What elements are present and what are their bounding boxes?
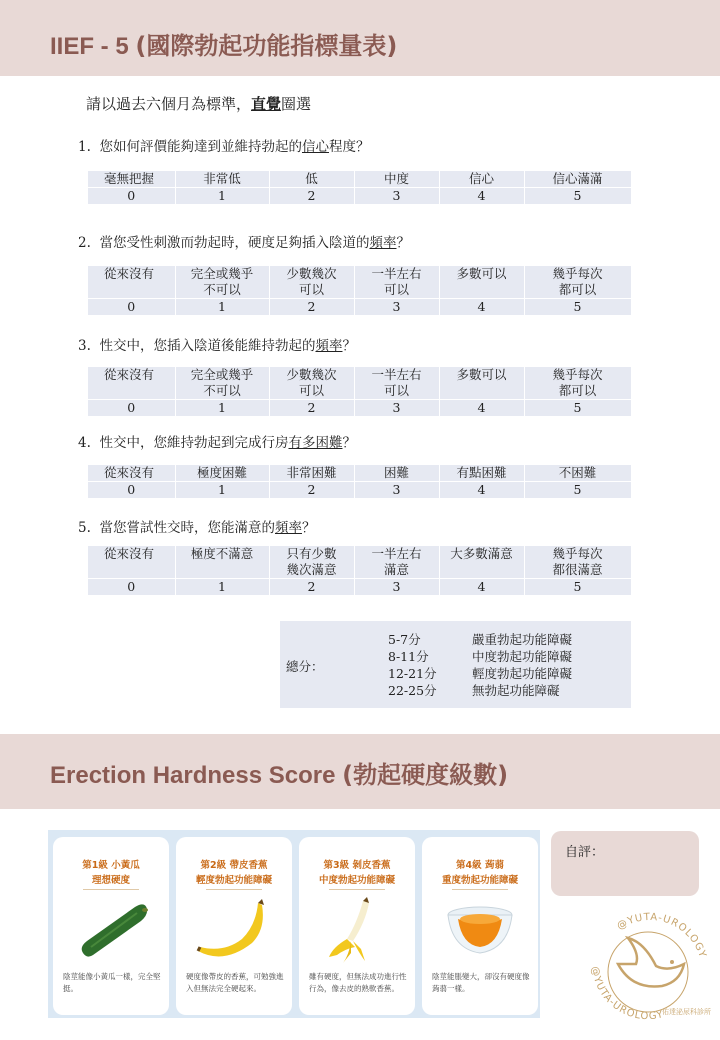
answer-option-label[interactable] [354, 546, 439, 579]
score-label: 總分： [286, 659, 324, 674]
option-line: 都可以 [558, 383, 597, 398]
score-range: 22-25分 [388, 683, 437, 698]
option-line: 少數幾次 [286, 266, 337, 281]
question-pre: 當您嘗試性交時，您能滿意的 [99, 520, 275, 536]
score-row [388, 665, 572, 682]
answer-option-label[interactable] [439, 171, 524, 188]
answer-score[interactable]: 0 [88, 579, 175, 596]
hardness-card-2[interactable] [176, 837, 292, 1015]
answer-score[interactable]: 2 [269, 188, 354, 205]
answer-score[interactable]: 4 [439, 579, 524, 596]
score-desc: 無勃起功能障礙 [472, 683, 560, 698]
logo-ring-bottom: @YUTA-UROLOGY [588, 965, 665, 1023]
ehs-title [50, 755, 508, 790]
answer-score[interactable]: 5 [524, 188, 631, 205]
option-line: 信心 [468, 171, 494, 186]
option-line: 完全或幾乎 [190, 367, 254, 382]
answer-option-label[interactable] [269, 546, 354, 579]
question-key: 頻率 [369, 235, 397, 251]
option-line: 少數幾次 [286, 367, 337, 382]
score-range: 8-11分 [388, 649, 429, 664]
score-row [388, 682, 572, 699]
card-level: 中度勃起功能障礙 [318, 875, 395, 886]
answer-option-label[interactable] [354, 266, 439, 299]
answer-score[interactable]: 4 [439, 400, 524, 417]
option-line: 幾乎每次 [552, 266, 603, 281]
answer-score[interactable]: 0 [88, 299, 175, 316]
question-pre: 您如何評價能夠達到並維持勃起的 [99, 139, 302, 155]
answer-option-label[interactable] [175, 367, 269, 400]
card-desc: 陰莖能脹變大，卻沒有硬度像蒟蒻一樣。 [432, 972, 530, 993]
answer-option-label[interactable] [175, 465, 269, 482]
option-line: 極度不滿意 [190, 546, 254, 561]
answer-option-label[interactable] [175, 171, 269, 188]
score-desc: 輕度勃起功能障礙 [472, 666, 573, 681]
answer-score[interactable]: 1 [175, 400, 269, 417]
question-1 [78, 135, 369, 155]
answer-score[interactable]: 5 [524, 400, 631, 417]
option-line: 從來沒有 [104, 367, 155, 382]
question-3 [78, 334, 356, 354]
question-pre: 性交中，您維持勃起到完成行房 [99, 435, 289, 451]
answer-option-label[interactable] [524, 465, 631, 482]
option-line: 非常困難 [286, 465, 337, 480]
answer-option-label[interactable] [88, 171, 175, 188]
answer-score[interactable]: 3 [354, 400, 439, 417]
option-line: 一半左右 [371, 266, 422, 281]
answer-table-1 [88, 171, 632, 204]
card-level: 輕度勃起功能障礙 [195, 875, 272, 886]
option-line: 從來沒有 [104, 465, 155, 480]
option-line: 不可以 [203, 383, 241, 398]
logo-ring-top: @YUTA-UROLOGY [615, 911, 708, 960]
hardness-cards [48, 830, 540, 1018]
option-line: 一半左右 [371, 546, 422, 561]
score-desc: 嚴重勃起功能障礙 [472, 632, 573, 647]
banana-icon [184, 895, 284, 967]
option-line: 非常低 [203, 171, 241, 186]
instruction [86, 93, 311, 114]
score-row [388, 631, 572, 648]
answer-option-label[interactable] [439, 465, 524, 482]
card-level: 理想硬度 [91, 875, 130, 886]
answer-option-label[interactable] [269, 465, 354, 482]
card-grade: 第4級 蒟蒻 [456, 860, 504, 871]
question-num: 1. [78, 139, 91, 155]
option-line: 幾次滿意 [286, 562, 337, 577]
card-desc: 雖有硬度，但無法成功進行性行為，像去皮的熟軟香蕉。 [309, 972, 407, 993]
question-4 [78, 431, 356, 451]
instruction-text: 請以過去六個月為標準， [86, 95, 252, 113]
question-num: 4. [78, 435, 91, 451]
option-line: 可以 [383, 383, 409, 398]
score-legend [388, 631, 572, 699]
answer-score[interactable]: 1 [175, 482, 269, 499]
answer-option-label[interactable] [439, 367, 524, 400]
answer-option-label[interactable] [88, 266, 175, 299]
option-line: 從來沒有 [104, 546, 155, 561]
option-line: 只有少數 [286, 546, 337, 561]
konjac-jelly-icon [430, 895, 530, 967]
answer-option-label[interactable] [354, 367, 439, 400]
option-line: 大多數滿意 [450, 546, 513, 561]
answer-option-label[interactable] [524, 266, 631, 299]
answer-option-label[interactable] [175, 546, 269, 579]
option-line: 滿意 [383, 562, 409, 577]
question-num: 3. [78, 338, 91, 354]
option-line: 從來沒有 [104, 266, 155, 281]
answer-table-2 [88, 266, 632, 315]
option-line: 都可以 [558, 282, 597, 297]
question-num: 2. [78, 235, 91, 251]
answer-option-label[interactable] [524, 367, 631, 400]
answer-score[interactable]: 4 [439, 188, 524, 205]
answer-score[interactable]: 3 [354, 482, 439, 499]
score-range: 5-7分 [388, 632, 421, 647]
option-line: 毫無把握 [104, 171, 155, 186]
card-grade: 第3級 剝皮香蕉 [323, 860, 391, 871]
score-box [280, 621, 631, 708]
answer-score[interactable]: 5 [524, 299, 631, 316]
score-row [388, 648, 572, 665]
question-pre: 當您受性刺激而勃起時，硬度足夠插入陰道的 [99, 235, 370, 251]
option-line: 可以 [383, 282, 409, 297]
card-grade: 第1級 小黃瓜 [82, 860, 140, 871]
answer-score[interactable]: 5 [524, 579, 631, 596]
option-line: 可以 [298, 383, 324, 398]
iief-title-en: IIEF - 5 [50, 33, 129, 60]
score-desc: 中度勃起功能障礙 [472, 649, 573, 664]
logo-clinic-name: 佑達泌尿科診所 [662, 1008, 711, 1016]
answer-option-label[interactable] [439, 266, 524, 299]
option-line: 信心滿滿 [552, 171, 603, 186]
ehs-title-zh: (勃起硬度級數) [342, 761, 509, 789]
answer-score[interactable]: 1 [175, 579, 269, 596]
question-post: ？ [342, 338, 356, 354]
answer-score[interactable]: 0 [88, 482, 175, 499]
option-line: 都很滿意 [552, 562, 603, 577]
answer-option-label[interactable] [439, 546, 524, 579]
answer-score[interactable]: 0 [88, 188, 175, 205]
answer-table-4 [88, 465, 632, 498]
option-line: 完全或幾乎 [190, 266, 254, 281]
question-post: ？ [396, 235, 410, 251]
peeled-banana-icon [307, 895, 407, 967]
answer-score[interactable]: 4 [439, 299, 524, 316]
question-5 [78, 516, 315, 536]
option-line: 困難 [383, 465, 409, 480]
answer-option-label[interactable] [88, 465, 175, 482]
cucumber-icon [61, 895, 161, 967]
question-key: 頻率 [315, 338, 343, 354]
answer-option-label[interactable] [269, 266, 354, 299]
self-evaluation-box[interactable] [551, 831, 699, 896]
card-grade: 第2級 帶皮香蕉 [200, 860, 268, 871]
answer-score[interactable]: 2 [269, 400, 354, 417]
clinic-logo [584, 902, 714, 1034]
answer-option-label[interactable] [269, 171, 354, 188]
iief-title [50, 26, 397, 61]
answer-score[interactable]: 0 [88, 400, 175, 417]
question-key: 信心 [301, 139, 329, 155]
answer-table-3 [88, 367, 632, 416]
question-num: 5. [78, 520, 91, 536]
card-level: 重度勃起功能障礙 [441, 875, 518, 886]
answer-score[interactable]: 5 [524, 482, 631, 499]
question-2 [78, 231, 410, 251]
option-line: 不困難 [558, 465, 597, 480]
answer-option-label[interactable] [354, 171, 439, 188]
card-desc: 陰莖能像小黃瓜一樣，完全堅挺。 [63, 972, 161, 993]
answer-score[interactable]: 4 [439, 482, 524, 499]
question-post: 程度？ [328, 139, 370, 155]
answer-option-label[interactable] [524, 546, 631, 579]
option-line: 低 [305, 171, 318, 186]
option-line: 一半左右 [371, 367, 422, 382]
question-pre: 性交中，您插入陰道後能維持勃起的 [99, 338, 316, 354]
option-line: 幾乎每次 [552, 367, 603, 382]
answer-option-label[interactable] [88, 546, 175, 579]
self-evaluation-label: 自評： [565, 845, 605, 860]
option-line: 多數可以 [456, 266, 507, 281]
svg-text:@YUTA-UROLOGY [589, 966, 665, 1023]
ehs-title-en: Erection Hardness Score [50, 762, 336, 789]
answer-option-label[interactable] [175, 266, 269, 299]
question-post: ？ [342, 435, 356, 451]
answer-option-label[interactable] [269, 367, 354, 400]
svg-text:@YUTA-UROLOGY [615, 912, 708, 960]
option-line: 有點困難 [456, 465, 507, 480]
answer-score[interactable]: 1 [175, 188, 269, 205]
hardness-card-1[interactable] [53, 837, 169, 1015]
option-line: 多數可以 [456, 367, 507, 382]
question-post: ？ [301, 520, 316, 536]
answer-option-label[interactable] [354, 465, 439, 482]
card-desc: 硬度像帶皮的香蕉，可勉強進入但無法完全硬起來。 [186, 972, 284, 993]
option-line: 可以 [298, 282, 324, 297]
score-range: 12-21分 [388, 666, 437, 681]
iief-title-zh: (國際勃起功能指標量表) [135, 32, 398, 60]
instruction-bold: 直覺 [251, 95, 282, 113]
hardness-card-4[interactable] [422, 837, 538, 1015]
answer-score[interactable]: 3 [354, 188, 439, 205]
answer-score[interactable]: 3 [354, 579, 439, 596]
option-line: 幾乎每次 [552, 546, 603, 561]
question-key: 有多困難 [288, 435, 343, 451]
answer-score[interactable]: 1 [175, 299, 269, 316]
hardness-card-3[interactable] [299, 837, 415, 1015]
answer-score[interactable]: 2 [269, 299, 354, 316]
option-line: 極度困難 [196, 465, 247, 480]
answer-option-label[interactable] [88, 367, 175, 400]
option-line: 不可以 [203, 282, 241, 297]
instruction-after: 圈選 [281, 95, 312, 113]
answer-score[interactable]: 3 [354, 299, 439, 316]
answer-score[interactable]: 2 [269, 579, 354, 596]
answer-score[interactable]: 2 [269, 482, 354, 499]
question-key: 頻率 [274, 520, 302, 536]
option-line: 中度 [383, 171, 409, 186]
answer-option-label[interactable] [524, 171, 631, 188]
answer-table-5 [88, 546, 632, 595]
